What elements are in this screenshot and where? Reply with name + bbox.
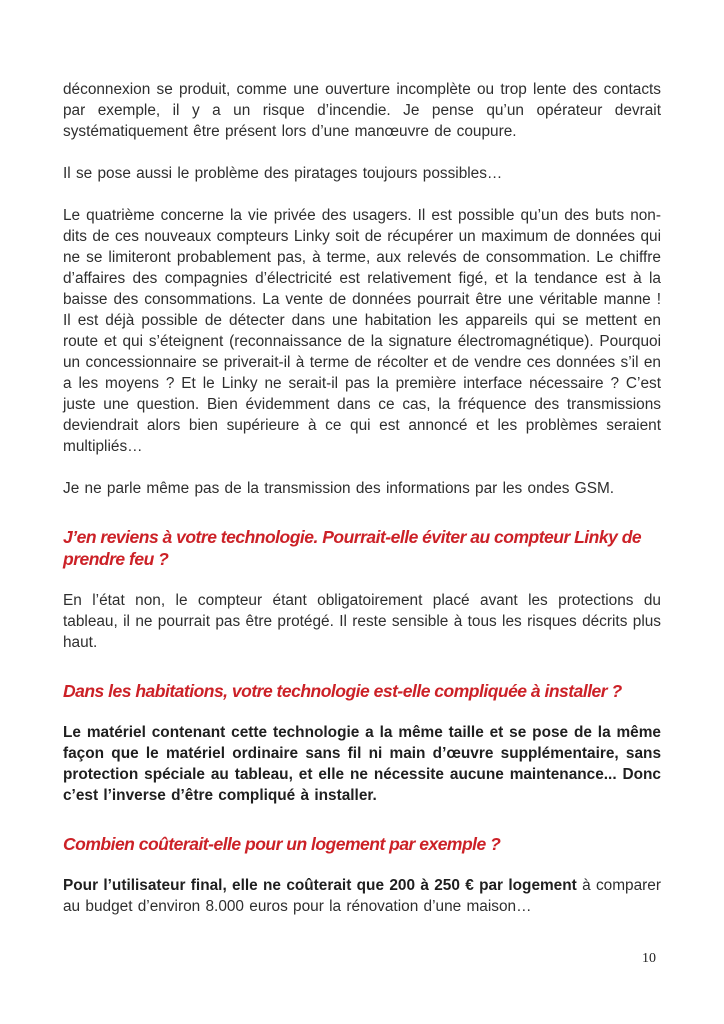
text-column (63, 79, 661, 938)
paragraph-gsm: Je ne parle même pas de la transmission des informations par les ondes GSM. (63, 480, 615, 497)
paragraph-disconnection-risk: déconnexion se produit, comme une ouverture incomplète ou trop lente des contacts par exemple, il y a un risque d’incendie. Je pense qu’un opérateur devrait systématiquement être présent lors d’une manœuvre de coupure. (63, 81, 661, 140)
paragraph-protection-answer: En l’état non, le compteur étant obligatoirement placé avant les protections du tableau, il ne pourrait pas être protégé. Il reste sensible à tous les risques décrits plus haut. (63, 592, 661, 651)
paragraph-privacy: Le quatrième concerne la vie privée des usagers. Il est possible qu’un des buts non-dits de ces nouveaux compteurs Linky soit de récupérer un maximum de données qui ne se limiteront probablement pas, à terme, aux relevés de consommation. Le chiffre d’affaires des compagnies d’électricité est relativement figé, et la tendance est à la baisse des consommations. La vente de données pourrait être une véritable manne ! Il est déjà possible de détecter dans une habitation les appareils qui se mettent en route et qui s’éteignent (reconnaissance de la signature électromagnétique). Pourquoi un concessionnaire se priverait-il à terme de récolter et de vendre ces données s’il en a les moyens ? Et le Linky ne serait-il pas la première interface nécessaire ? C’est juste une question. Bien évidemment dans ce cas, la fréquence des transmissions deviendrait alors bien supérieure à ce qui est annoncé et les problèmes seraient multipliés… (63, 207, 661, 455)
paragraph-install-answer: Le matériel contenant cette technologie a la même taille et se pose de la même façon que le matériel ordinaire sans fil ni main d’œuvre supplémentaire, sans protection spéciale au tableau, et elle ne nécessite aucune maintenance... Donc c’est l’inverse d’être compliqué à installer. (63, 724, 661, 804)
interview-question-heading-fire: J’en reviens à votre technologie. Pourrait-elle éviter au compteur Linky de prendre feu ? (63, 527, 642, 569)
page-number: 10 (642, 951, 656, 966)
cost-answer-regular-text: à comparer au budget d’environ 8.000 euros pour la rénovation d’une maison… (63, 877, 661, 915)
cost-answer-bold-text: Pour l’utilisateur final, elle ne coûterait que 200 à 250 € par logement (63, 877, 577, 894)
paragraph-cost-answer (63, 875, 661, 917)
paragraph-piracy: Il se pose aussi le problème des piratages toujours possibles… (63, 165, 503, 182)
interview-question-heading-cost: Combien coûterait-elle pour un logement par exemple ? (63, 834, 501, 854)
interview-question-heading-install: Dans les habitations, votre technologie est-elle compliquée à installer ? (63, 681, 622, 701)
